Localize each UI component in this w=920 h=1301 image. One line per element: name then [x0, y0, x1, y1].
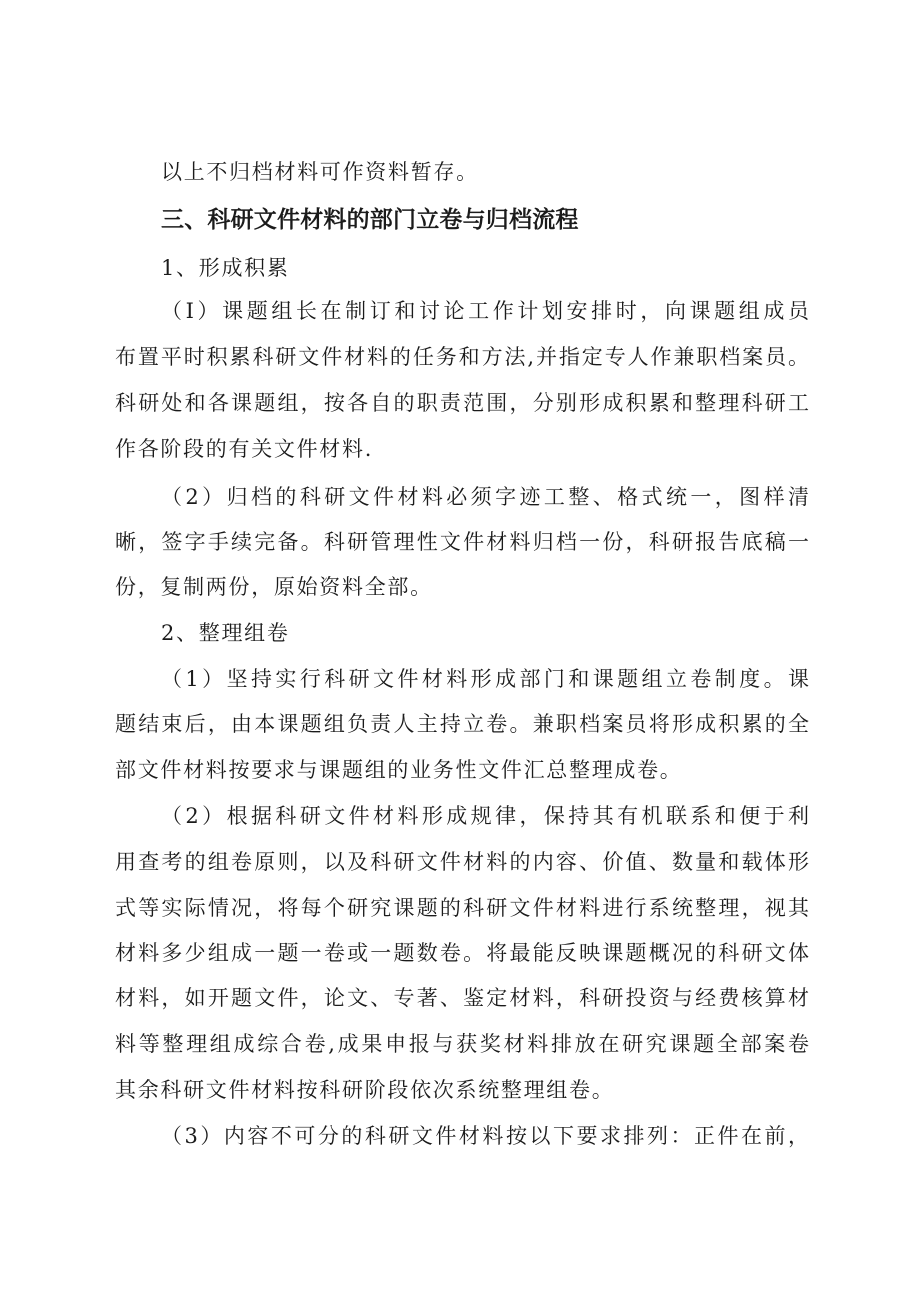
paragraph-line: 布置平时积累科研文件材料的任务和方法,并指定专人作兼职档案员。	[115, 345, 809, 369]
paragraph-line: 部文件材料按要求与课题组的业务性文件汇总整理成卷。	[115, 758, 683, 782]
paragraph-line: （I）课题组长在制订和讨论工作计划安排时，向课题组成员	[161, 299, 809, 323]
paragraph-line: 作各阶段的有关文件材料.	[115, 437, 374, 461]
subsection-title: 1、形成积累	[161, 256, 290, 280]
subsection-title: 2、整理组卷	[161, 621, 290, 645]
paragraph-line: （2）根据科研文件材料形成规律，保持其有机联系和便于利	[161, 804, 809, 828]
paragraph-line: 题结束后，由本课题组负责人主持立卷。兼职档案员将形成积累的全	[115, 712, 809, 736]
paragraph-line: 晰，签字手续完备。科研管理性文件材料归档一份，科研报告底稿一	[115, 530, 809, 554]
section-heading: 三、科研文件材料的部门立卷与归档流程	[161, 207, 579, 233]
carryover-line: 以上不归档材料可作资料暂存。	[161, 160, 479, 184]
paragraph-line: 料等整理组成综合卷,成果申报与获奖材料排放在研究课题全部案卷	[115, 1032, 809, 1056]
paragraph-line: （1）坚持实行科研文件材料形成部门和课题组立卷制度。课	[161, 667, 809, 691]
paragraph-line: （3）内容不可分的科研文件材料按以下要求排列：正件在前，	[161, 1124, 809, 1148]
paragraph-line: 用查考的组卷原则，以及科研文件材料的内容、价值、数量和载体形	[115, 850, 809, 874]
paragraph-line: 其余科研文件材料按科研阶段依次系统整理组卷。	[115, 1078, 615, 1102]
paragraph-line: 式等实际情况，将每个研究课题的科研文件材料进行系统整理，视其	[115, 896, 809, 920]
paragraph-line: 材料多少组成一题一卷或一题数卷。将最能反映课题概况的科研文体	[115, 941, 809, 965]
paragraph-line: 材料，如开题文件，论文、专著、鉴定材料，科研投资与经费核算材	[115, 986, 809, 1010]
paragraph-line: （2）归档的科研文件材料必须字迹工整、格式统一，图样清	[161, 485, 809, 509]
paragraph-line: 科研处和各课题组，按各自的职责范围，分别形成积累和整理科研工	[115, 391, 809, 415]
paragraph-line: 份，复制两份，原始资料全部。	[115, 575, 433, 599]
